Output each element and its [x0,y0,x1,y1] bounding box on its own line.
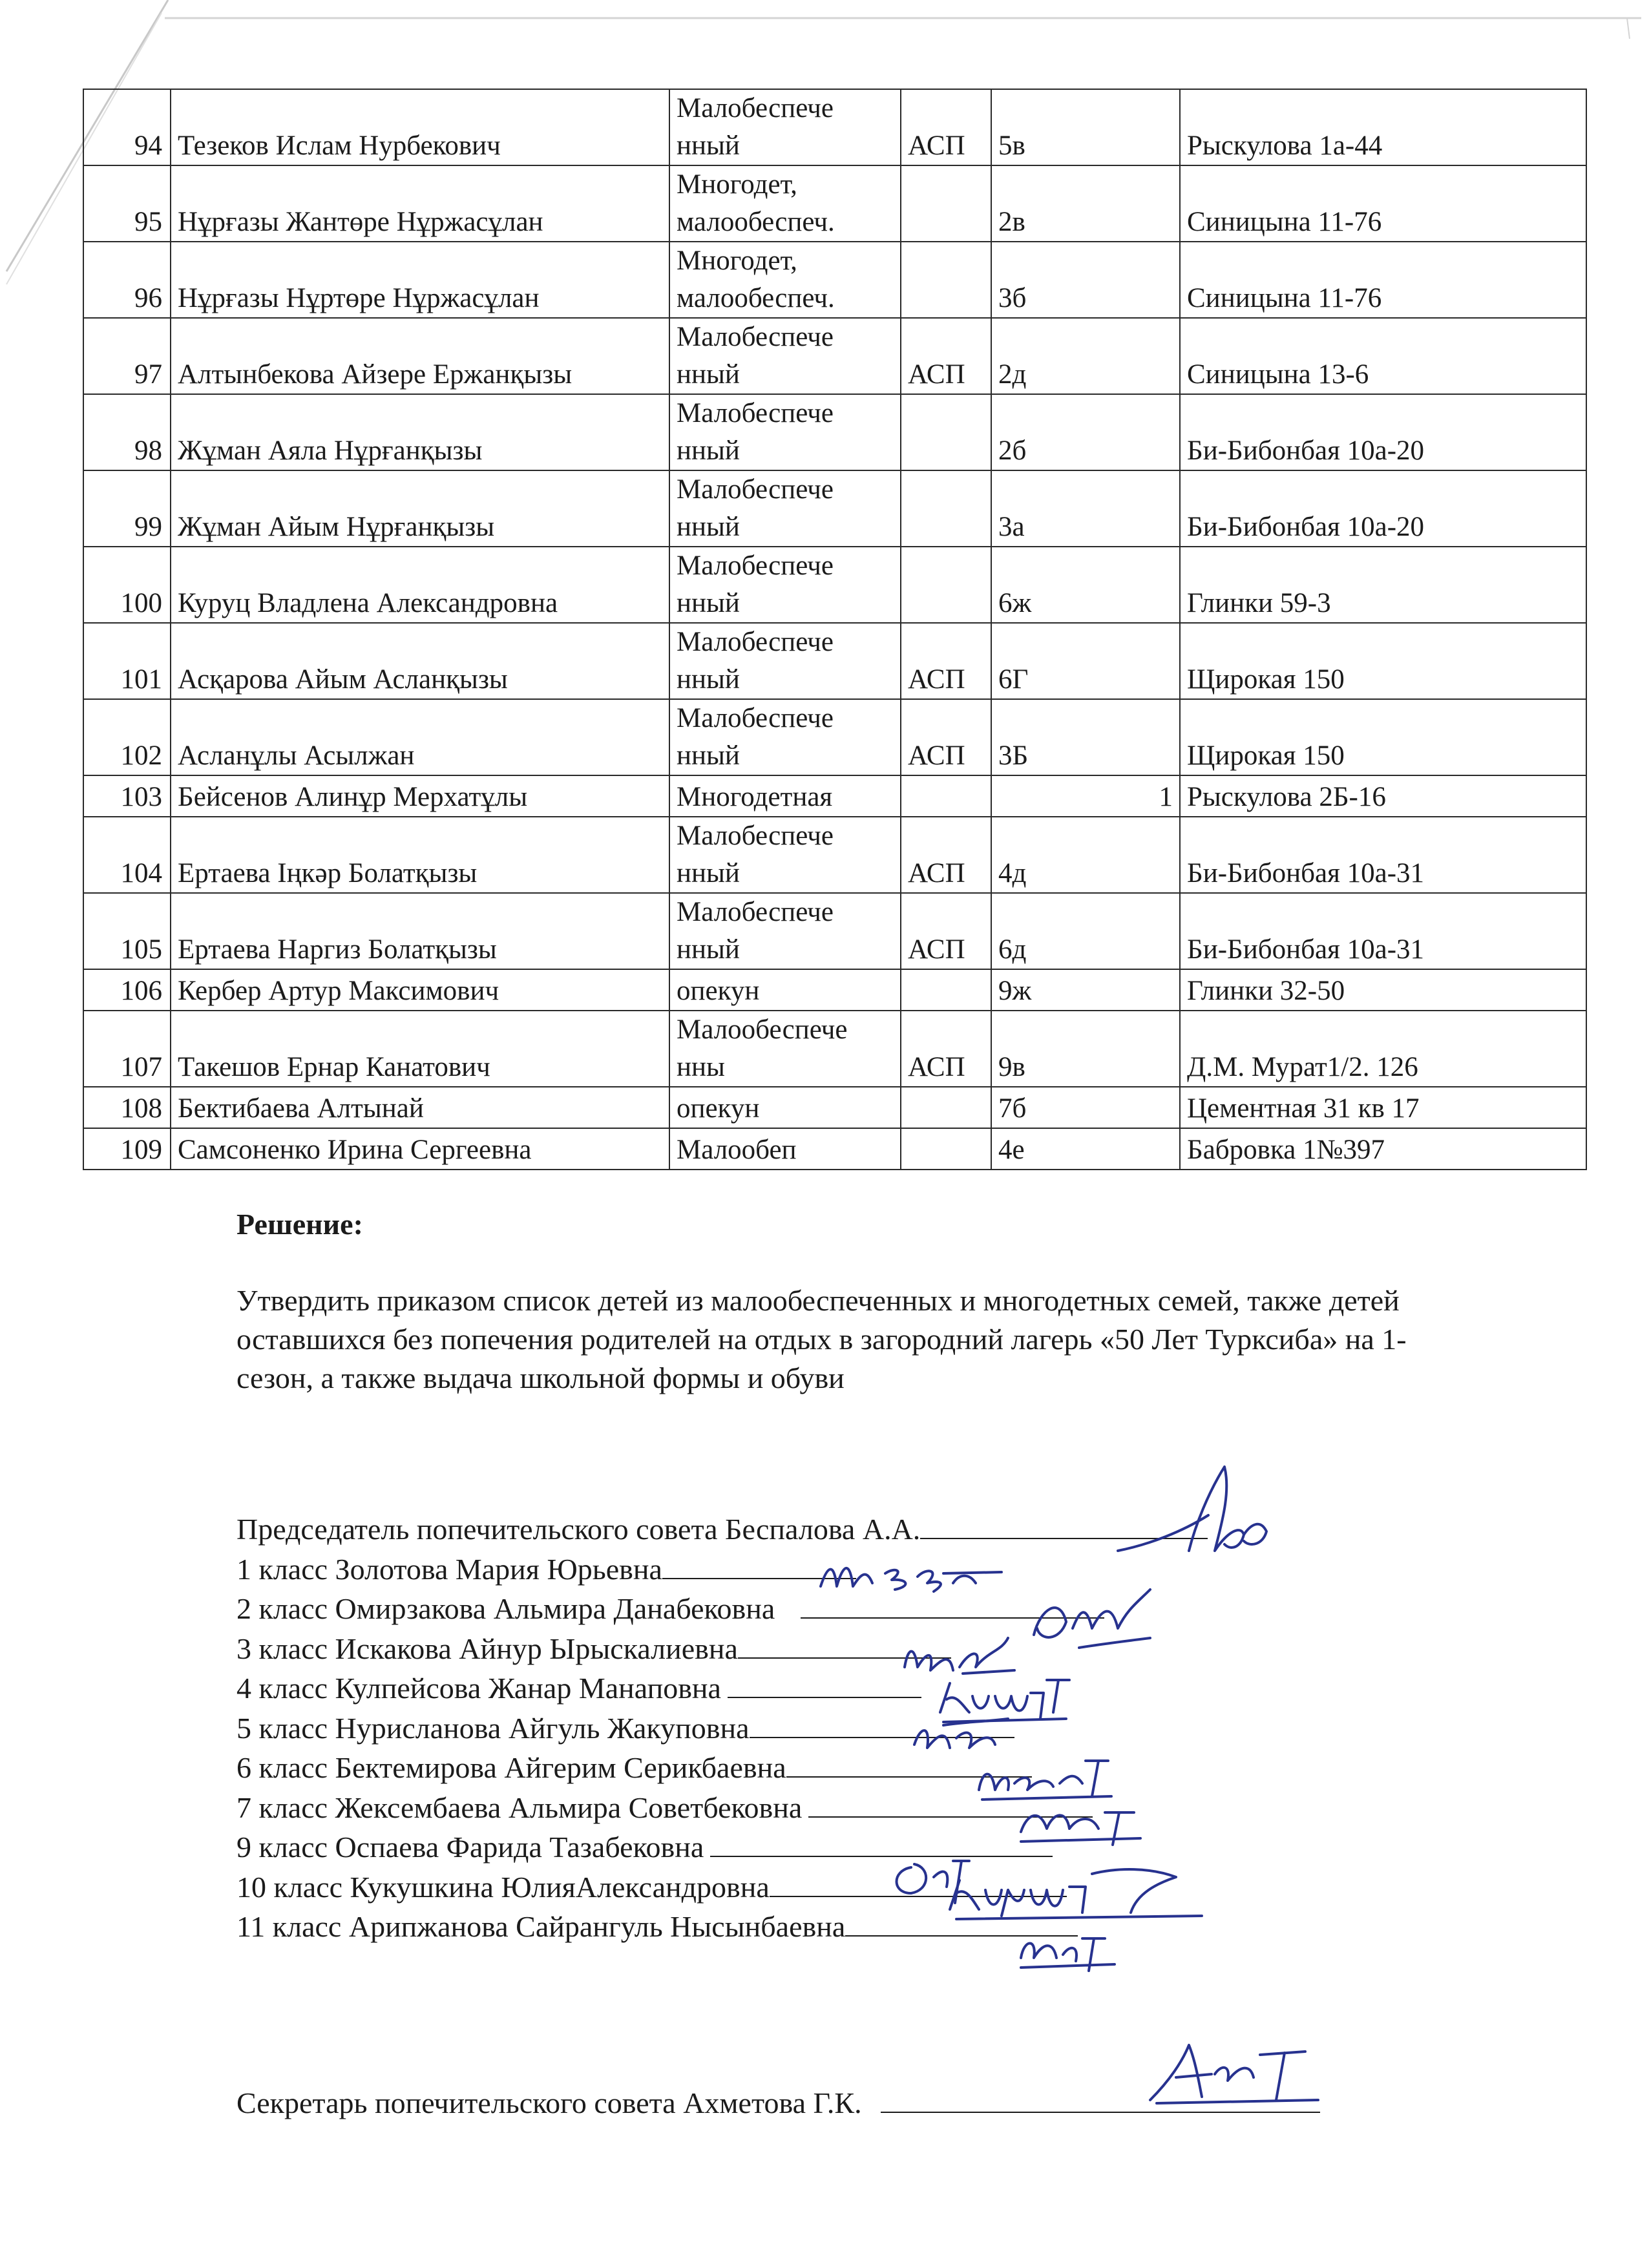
category-line: Малобеспече [677,474,834,505]
signature-underline [728,1671,921,1698]
category-cell [669,394,901,470]
category-cell [669,969,901,1011]
class-cell: 6д [991,893,1180,969]
category-line: нный [677,740,740,771]
signatory-name: 4 класс Кулпейсова Жанар Манаповна [236,1672,721,1705]
asp-cell: АСП [901,893,991,969]
signatory-name: 5 класс Нурисланова Айгуль Жакуповна [236,1711,750,1745]
signatory-line [236,1549,1208,1590]
class-cell: 2б [991,394,1180,470]
class-cell: 6Г [991,623,1180,699]
class-cell: 2в [991,165,1180,242]
category-cell [669,1087,901,1128]
address-cell: Бабровка 1№397 [1180,1128,1586,1170]
category-line: нный [677,359,740,390]
category-cell [669,1011,901,1087]
student-name-cell: Бектибаева Алтынай [171,1087,669,1128]
category-line: нный [677,588,740,618]
address-cell: Синицына 13-6 [1180,318,1586,394]
signature-underline [770,1870,1067,1897]
row-number-cell: 101 [83,623,171,699]
student-name-cell: Асланұлы Асылжан [171,699,669,775]
row-number-cell: 102 [83,699,171,775]
asp-cell [901,1087,991,1128]
signatory-line [236,1907,1208,1947]
category-line: нный [677,436,740,466]
decision-text: Утвердить приказом список детей из малообеспеченных и многодетных семей, также детей оставшихся без попечения родителей на отдых в загородний лагерь «50 Лет Турксиба» на 1-сезон, а также выдача школьной формы и обуви [236,1284,1407,1394]
signatory-line [236,1589,1208,1629]
table-row [83,1128,1586,1170]
student-name-cell: Жұман Аяла Нұрғанқызы [171,394,669,470]
signatory-list [236,1509,1208,1947]
student-name-cell: Бейсенов Алинұр Мерхатұлы [171,775,669,817]
signatory-name: 1 класс Золотова Мария Юрьевна [236,1552,662,1586]
secretary-name: Секретарь попечительского совета Ахметова Г.К. [236,2086,862,2119]
table-row [83,470,1586,547]
signatory-line [236,1668,1208,1708]
address-cell: Би-Бибонбая 10а-31 [1180,817,1586,893]
address-cell: Синицына 11-76 [1180,242,1586,318]
student-name-cell: Ертаева Іңкәр Болатқызы [171,817,669,893]
student-name-cell: Алтынбекова Айзере Ержанқызы [171,318,669,394]
class-cell: 3Б [991,699,1180,775]
asp-cell [901,470,991,547]
category-cell [669,89,901,165]
student-name-cell: Куруц Владлена Александровна [171,547,669,623]
signature-underline [808,1790,1093,1818]
row-number-cell: 100 [83,547,171,623]
signature-underline [920,1512,1208,1539]
signatory-name: 3 класс Искакова Айнур Ырыскалиевна [236,1632,738,1665]
category-line: нный [677,664,740,695]
student-name-cell: Нұрғазы Жантөре Нұржасұлан [171,165,669,242]
category-cell [669,318,901,394]
address-cell: Рыскулова 1а-44 [1180,89,1586,165]
address-cell: Щирокая 150 [1180,623,1586,699]
category-line: Малобеспече [677,627,834,657]
category-line: Малобеспече [677,93,834,123]
class-cell: 3а [991,470,1180,547]
signatory-line [236,1629,1208,1669]
table-row [83,318,1586,394]
signature-underline [710,1830,1053,1857]
table-row [83,394,1586,470]
signature-underline [881,2112,1320,2113]
class-cell: 4д [991,817,1180,893]
category-cell [669,165,901,242]
signatory-line [236,1748,1208,1788]
signature-underline [845,1909,1078,1937]
chairman-line [236,1509,1208,1549]
signature-underline [750,1711,1014,1738]
category-cell [669,699,901,775]
table-row [83,547,1586,623]
address-cell: Би-Бибонбая 10а-31 [1180,893,1586,969]
student-name-cell: Асқарова Айым Асланқызы [171,623,669,699]
class-cell: 6ж [991,547,1180,623]
student-name-cell: Нұрғазы Нұртөре Нұржасұлан [171,242,669,318]
signature-underline [786,1750,1032,1778]
category-line: Малобеспече [677,703,834,733]
signature-underline [801,1591,1104,1619]
signatory-name: 7 класс Жексембаева Альмира Советбековна [236,1790,803,1824]
category-line: нны [677,1052,725,1082]
category-line: опекун [677,1093,760,1124]
address-cell: Цементная 31 кв 17 [1180,1087,1586,1128]
category-line: Малобеспече [677,821,834,851]
table-row [83,242,1586,318]
table-row [83,1087,1586,1128]
signatory-line [236,1867,1208,1907]
signatory-line [236,1827,1208,1867]
decision-section [236,1205,1464,1398]
table-row [83,699,1586,775]
signature-underline [662,1552,856,1579]
address-cell: Щирокая 150 [1180,699,1586,775]
category-line: нный [677,934,740,965]
row-number-cell: 98 [83,394,171,470]
category-line: Малобеспече [677,322,834,352]
student-name-cell: Тезеков Ислам Нурбекович [171,89,669,165]
signatory-name: 10 класс Кукушкина ЮлияАлександровна [236,1870,770,1904]
asp-cell [901,969,991,1011]
signature-underline [738,1632,951,1659]
category-line: Многодетная [677,782,833,812]
category-cell [669,893,901,969]
row-number-cell: 103 [83,775,171,817]
category-cell [669,623,901,699]
table-row [83,893,1586,969]
row-number-cell: 94 [83,89,171,165]
table-row [83,623,1586,699]
category-line: нный [677,512,740,542]
address-cell: Синицына 11-76 [1180,165,1586,242]
category-cell [669,775,901,817]
row-number-cell: 97 [83,318,171,394]
row-number-cell: 104 [83,817,171,893]
category-cell [669,470,901,547]
category-line: Малобеспече [677,551,834,581]
row-number-cell: 95 [83,165,171,242]
asp-cell [901,165,991,242]
student-name-cell: Самсоненко Ирина Сергеевна [171,1128,669,1170]
category-cell [669,242,901,318]
signatory-name: 6 класс Бектемирова Айгерим Серикбаевна [236,1751,786,1784]
student-name-cell: Такешов Ернар Канатович [171,1011,669,1087]
asp-cell: АСП [901,699,991,775]
class-cell: 2д [991,318,1180,394]
row-number-cell: 106 [83,969,171,1011]
address-cell: Би-Бибонбая 10а-20 [1180,470,1586,547]
asp-cell: АСП [901,318,991,394]
class-cell: 3б [991,242,1180,318]
signatory-name: Председатель попечительского совета Беспалова А.А. [236,1513,921,1546]
address-cell: Би-Бибонбая 10а-20 [1180,394,1586,470]
asp-cell: АСП [901,89,991,165]
class-cell: 5в [991,89,1180,165]
asp-cell [901,1128,991,1170]
row-number-cell: 99 [83,470,171,547]
decision-title: Решение: [236,1208,363,1241]
category-line: Малобеспече [677,398,834,428]
table-row [83,775,1586,817]
category-line: Многодет, [677,169,797,200]
class-cell: 1 [991,775,1180,817]
signatory-name: 2 класс Омирзакова Альмира Данабековна [236,1592,775,1625]
category-cell [669,1128,901,1170]
asp-cell [901,242,991,318]
asp-cell: АСП [901,623,991,699]
student-name-cell: Жұман Айым Нұрғанқызы [171,470,669,547]
student-name-cell: Ертаева Наргиз Болатқызы [171,893,669,969]
row-number-cell: 96 [83,242,171,318]
row-number-cell: 108 [83,1087,171,1128]
table-row [83,969,1586,1011]
category-line: Малообеспече [677,1014,848,1045]
asp-cell: АСП [901,817,991,893]
signatory-line [236,1788,1208,1828]
category-line: опекун [677,976,760,1006]
category-cell [669,817,901,893]
row-number-cell: 109 [83,1128,171,1170]
class-cell: 9в [991,1011,1180,1087]
asp-cell [901,775,991,817]
row-number-cell: 107 [83,1011,171,1087]
category-line: малообеспеч. [677,283,835,313]
table-row [83,89,1586,165]
asp-cell [901,547,991,623]
category-line: нный [677,131,740,161]
class-cell: 7б [991,1087,1180,1128]
category-line: Малообеп [677,1135,797,1165]
row-number-cell: 105 [83,893,171,969]
asp-cell [901,394,991,470]
category-line: Малобеспече [677,897,834,927]
secretary-line [236,2086,1320,2120]
signatory-name: 11 класс Арипжанова Сайрангуль Нысынбаевна [236,1910,846,1943]
category-cell [669,547,901,623]
table-row [83,165,1586,242]
address-cell: Д.М. Мурат1/2. 126 [1180,1011,1586,1087]
asp-cell: АСП [901,1011,991,1087]
table-row [83,817,1586,893]
children-list-table [83,89,1587,1170]
category-line: Многодет, [677,246,797,276]
signatory-name: 9 класс Оспаева Фарида Тазабековна [236,1831,704,1864]
address-cell: Глинки 59-3 [1180,547,1586,623]
table-row [83,1011,1586,1087]
category-line: нный [677,858,740,888]
class-cell: 9ж [991,969,1180,1011]
address-cell: Рыскулова 2Б-16 [1180,775,1586,817]
student-name-cell: Кербер Артур Максимович [171,969,669,1011]
class-cell: 4е [991,1128,1180,1170]
signatory-line [236,1708,1208,1748]
category-line: малообеспеч. [677,207,835,237]
address-cell: Глинки 32-50 [1180,969,1586,1011]
